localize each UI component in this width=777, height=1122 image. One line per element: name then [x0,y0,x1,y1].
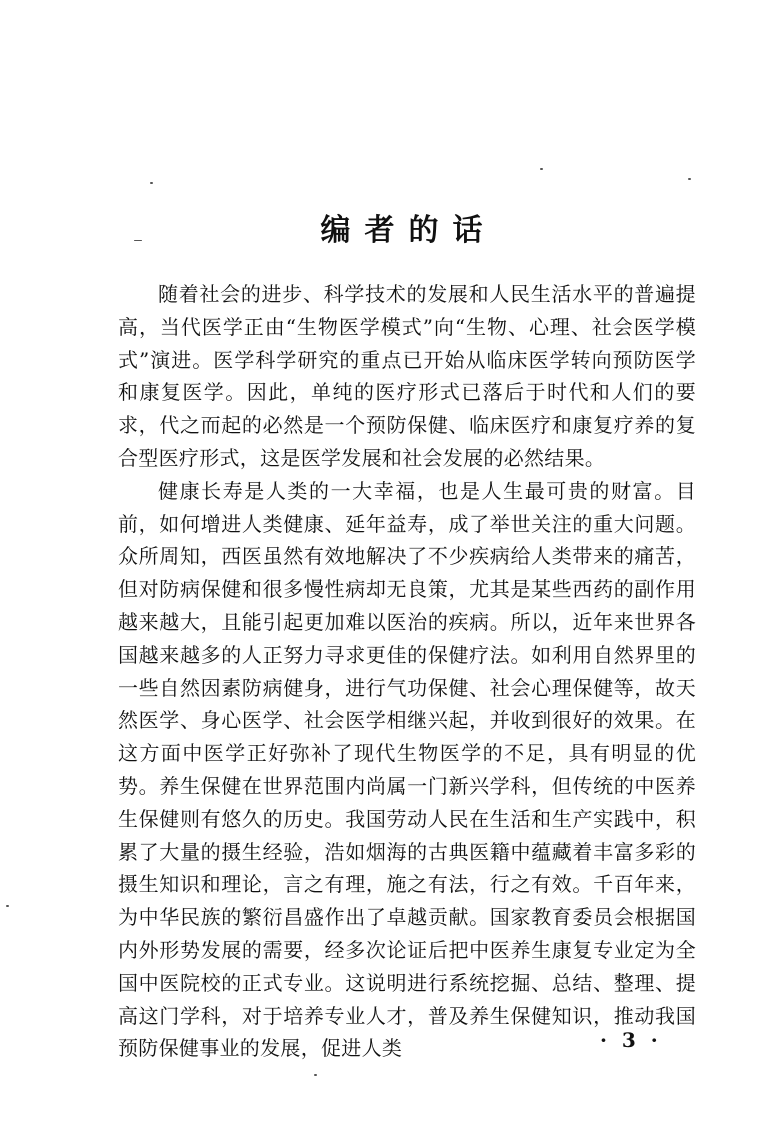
scan-speck [6,905,9,907]
page-title: 编者的话 [320,213,497,248]
page-number: · 3 · [600,1028,662,1052]
paragraph-2: 健康长寿是人类的一大幸福，也是人生最可贵的财富。目前，如何增进人类健康、延年益寿，成了举世关注的重大问题。众所周知，西医虽然有效地解决了不少疾病给人类带来的痛苦，但对防病保健和很多慢性病却无良策，尤其是某些西药的副作用越来越大，且能引起更加难以医治的疾病。所以，近年来世界各国越来越多的人正努力寻求更佳的保健疗法。如利用自然界里的一些自然因素防病健身，进行气功保健、社会心理保健等，故天然医学、身心医学、社会医学相继兴起，并收到很好的效果。在这方面中医学正好弥补了现代生物医学的不足，具有明显的优势。养生保健在世界范围内尚属一门新兴学科，但传统的中医养生保健则有悠久的历史。我国劳动人民在生活和生产实践中，积累了大量的摄生经验，浩如烟海的古典医籍中蕴藏着丰富多彩的摄生知识和理论，言之有理，施之有法，行之有效。千百年来，为中华民族的繁衍昌盛作出了卓越贡献。国家教育委员会根据国内外形势发展的需要，经多次论证后把中医养生康复专业定为全国中医院校的正式专业。这说明进行系统挖掘、总结、整理、提高这门学科，对于培养专业人才，普及养生保健知识，推动我国预防保健事业的发展，促进人类 [118,478,696,1061]
scan-speck [540,168,543,170]
scan-speck [688,178,691,180]
paragraph-1: 随着社会的进步、科学技术的发展和人民生活水平的普遍提高，当代医学正由“生物医学模式”向“生物、心理、社会医学模式”演进。医学科学研究的重点已开始从临床医学转向预防医学和康复医学。因此，单纯的医疗形式已落后于时代和人们的要求，代之而起的必然是一个预防保健、临床医疗和康复疗养的复合型医疗形式，这是医学发展和社会发展的必然结果。 [118,282,696,470]
scan-speck [314,1074,317,1076]
body-text [118,278,696,1065]
scan-speck [150,182,153,184]
